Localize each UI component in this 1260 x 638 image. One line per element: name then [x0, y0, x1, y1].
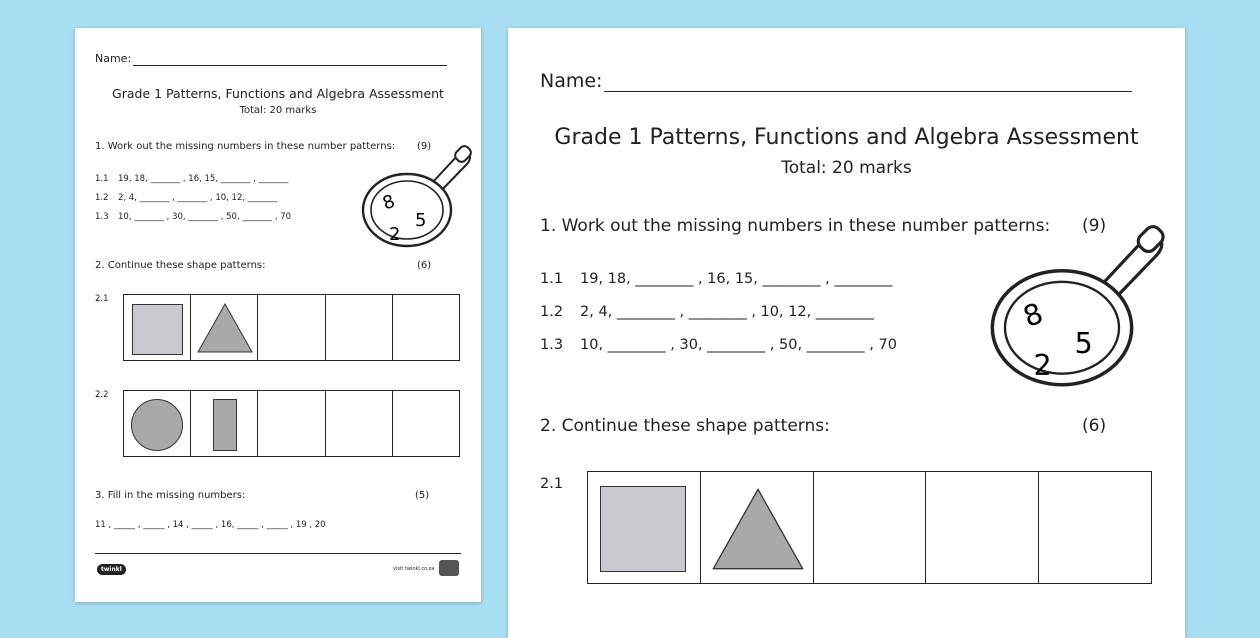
q1-heading: 1. Work out the missing numbers in these number patterns:	[95, 141, 396, 152]
q1-row-num: 1.1	[540, 271, 564, 287]
q1-row-text: 2, 4, _______ , _______ , 10, 12, _______	[118, 193, 278, 203]
q2-heading: 2. Continue these shape patterns:	[95, 260, 266, 271]
pattern-cell[interactable]	[326, 391, 393, 456]
pattern-cell[interactable]	[1039, 472, 1151, 583]
pattern-cell	[588, 472, 701, 583]
pattern-cell[interactable]	[814, 472, 927, 583]
triangle-shape	[196, 302, 254, 354]
magnifier-digit: 2	[389, 224, 401, 245]
pattern-cell[interactable]	[393, 391, 459, 456]
pattern-cell[interactable]	[393, 295, 459, 360]
circle-shape	[131, 399, 183, 451]
magnifier-icon	[986, 216, 1176, 384]
worksheet-thumbnail	[75, 28, 481, 602]
q3-heading: 3. Fill in the missing numbers:	[95, 490, 246, 501]
magnifier-digit: 5	[415, 210, 427, 231]
pattern-cell	[191, 391, 258, 456]
name-line	[604, 91, 1132, 92]
q2-marks: (6)	[417, 260, 432, 271]
twinkl-logo: twinkl	[97, 564, 126, 575]
pattern-cell	[124, 295, 191, 360]
pattern-cell	[124, 391, 191, 456]
magnifier-digit: 5	[1074, 327, 1093, 361]
q3-text: 11 , _____ , _____ , 14 , _____ , 16, _____ , _____ , 19 , 20	[95, 520, 326, 530]
page-title: Grade 1 Patterns, Functions and Algebra Assessment	[112, 86, 444, 101]
q1-row-text: 10, ________ , 30, ________ , 50, ________ , 70	[580, 337, 897, 353]
pattern-cell[interactable]	[326, 295, 393, 360]
footer-divider	[95, 553, 461, 554]
q1-row-num: 1.2	[95, 193, 109, 203]
q2-row-num: 2.1	[540, 476, 564, 492]
pattern-cell	[191, 295, 258, 360]
shape-pattern-row	[123, 294, 460, 361]
triangle-shape	[710, 486, 806, 572]
worksheet-zoomed	[508, 28, 1185, 638]
page-title: Grade 1 Patterns, Functions and Algebra Assessment	[554, 125, 1139, 150]
q1-row-num: 1.1	[95, 174, 109, 184]
q1-heading: 1. Work out the missing numbers in these number patterns:	[540, 216, 1051, 236]
page-subtitle: Total: 20 marks	[781, 158, 912, 178]
footer-url: visit twinkl.co.za	[393, 566, 435, 572]
q1-row-text: 19, 18, _______ , 16, 15, _______ , _______	[118, 174, 289, 184]
q2-row-num: 2.1	[95, 294, 109, 304]
pattern-cell[interactable]	[926, 472, 1039, 583]
shape-pattern-row	[123, 390, 460, 457]
shape-pattern-row	[587, 471, 1152, 584]
q2-heading: 2. Continue these shape patterns:	[540, 416, 830, 436]
pattern-cell[interactable]	[258, 391, 325, 456]
magnifier-digit: 8	[379, 190, 398, 215]
magnifier-icon	[359, 140, 479, 245]
name-label: Name:	[540, 70, 603, 92]
magnifier-digit: 2	[1033, 349, 1052, 383]
q1-row-num: 1.2	[540, 304, 564, 320]
q1-marks: (9)	[417, 141, 432, 152]
pattern-cell	[701, 472, 814, 583]
name-label: Name:	[95, 52, 132, 65]
rectangle-shape	[213, 399, 237, 451]
q1-row-num: 1.3	[540, 337, 564, 353]
magnifier-digit: 8	[1018, 296, 1048, 334]
q1-row-text: 10, _______ , 30, _______ , 50, _______ , 70	[118, 212, 292, 222]
q1-row-text: 2, 4, ________ , ________ , 10, 12, ________	[580, 304, 874, 320]
square-shape	[600, 486, 686, 572]
name-line	[133, 65, 447, 66]
q1-row-num: 1.3	[95, 212, 109, 222]
q1-marks: (9)	[1082, 216, 1107, 236]
pattern-cell[interactable]	[258, 295, 325, 360]
q2-marks: (6)	[1082, 416, 1107, 436]
q2-row-num: 2.2	[95, 390, 109, 400]
footer-badge-icon	[439, 560, 459, 576]
q1-row-text: 19, 18, ________ , 16, 15, ________ , ________	[580, 271, 893, 287]
q3-marks: (5)	[415, 490, 430, 501]
square-shape	[132, 304, 183, 355]
page-subtitle: Total: 20 marks	[239, 105, 317, 116]
